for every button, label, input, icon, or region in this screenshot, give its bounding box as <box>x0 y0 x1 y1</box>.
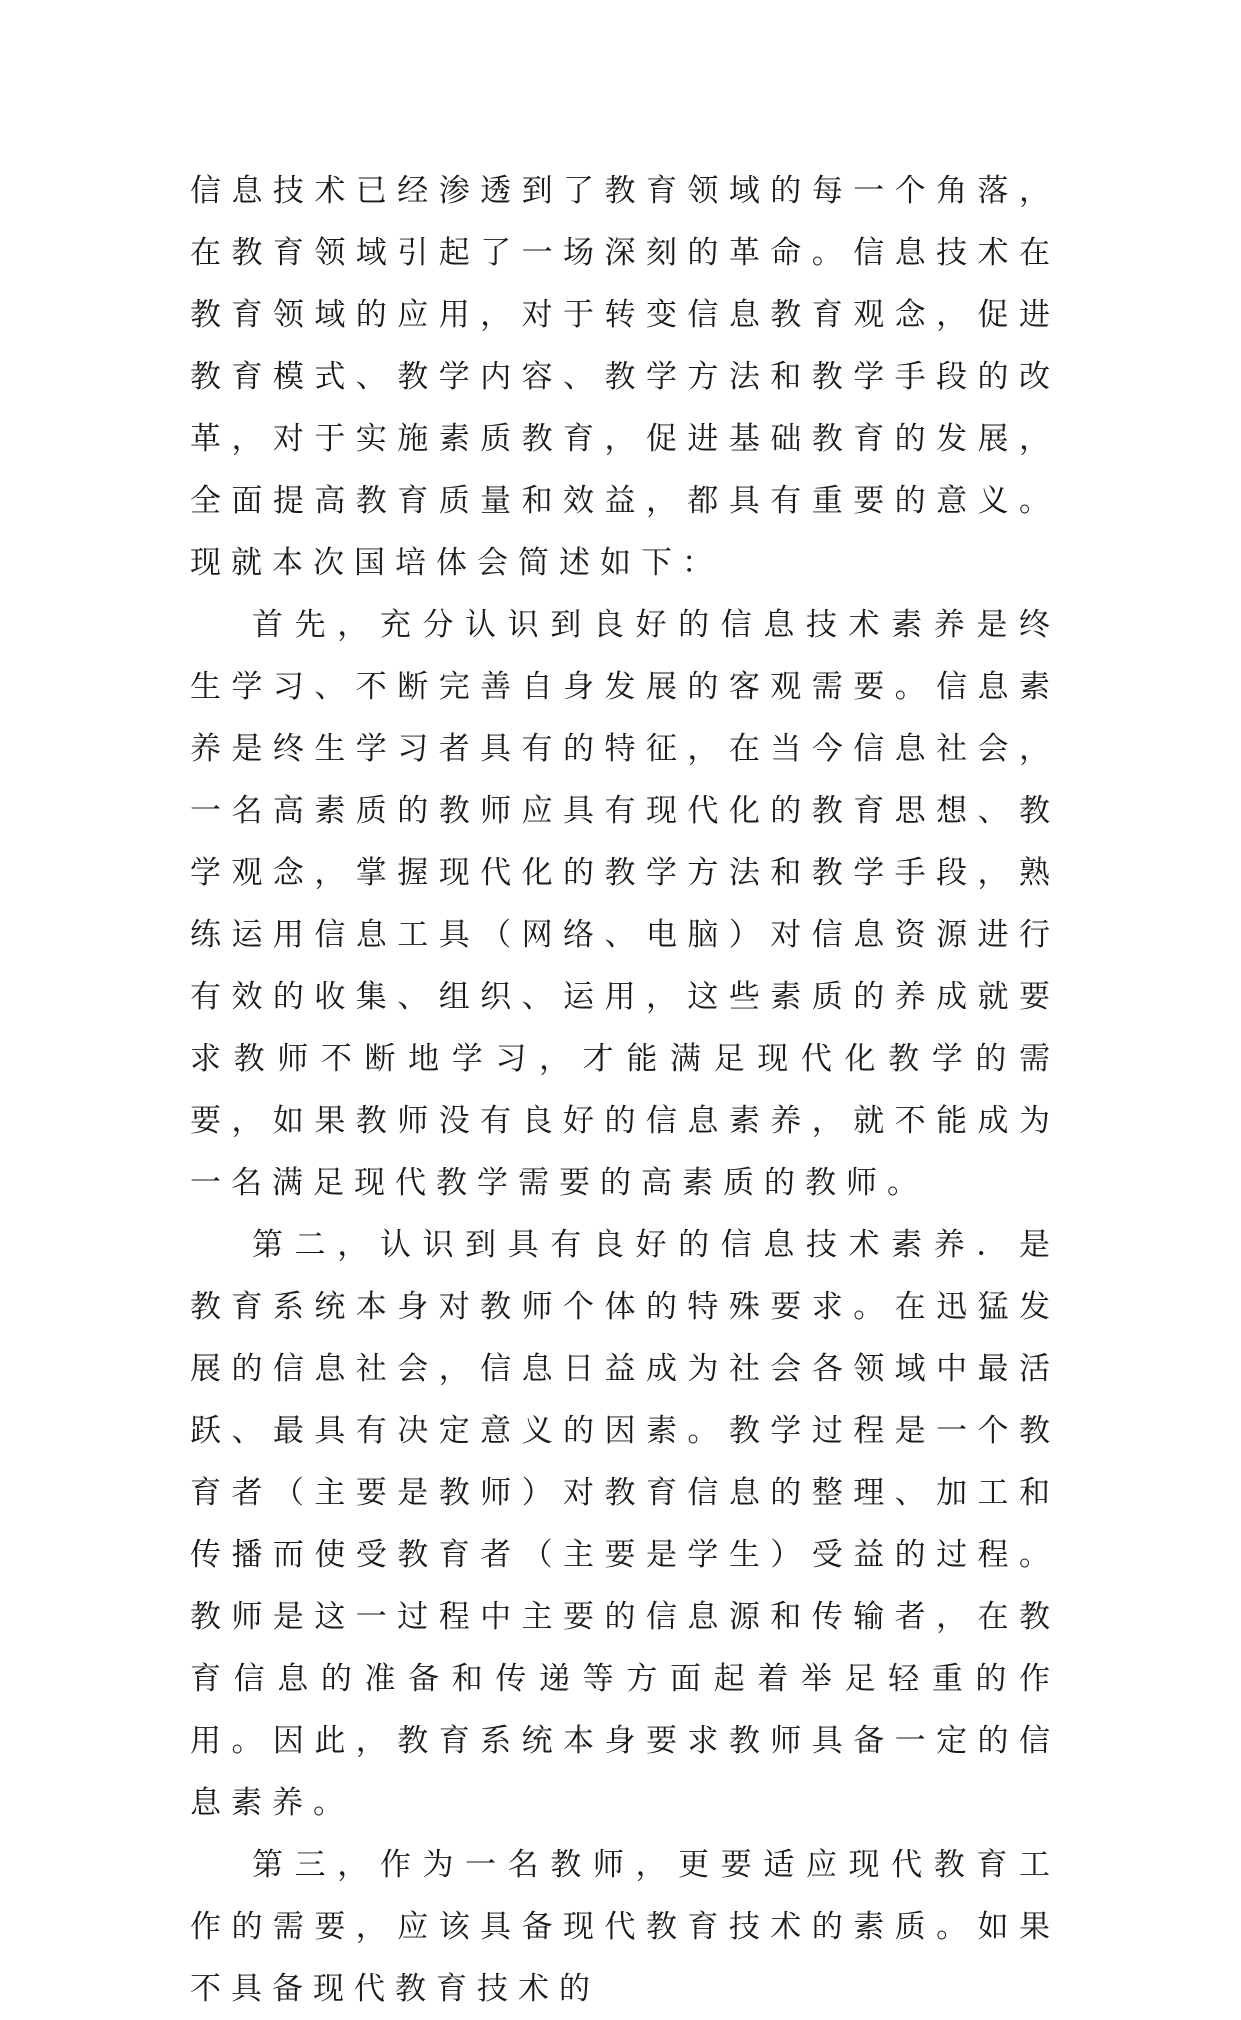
paragraph-third: 第三，作为一名教师，更要适应现代教育工作的需要，应该具备现代教育技术的素质。如果不具备现代教育技术的 <box>190 1847 1060 2007</box>
paragraph-first: 首先，充分认识到良好的信息技术素养是终生学习、不断完善自身发展的客观需要。信息素养是终生学习者具有的特征，在当今信息社会，一名高素质的教师应具有现代化的教育思想、教学观念，掌握现代化的教学方法和教学手段，熟练运用信息工具（网络、电脑）对信息资源进行有效的收集、组织、运用，这些素质的养成就要求教师不断地学习，才能满足现代化教学的需要，如果教师没有良好的信息素养，就不能成为一名满足现代教学需要的高素质的教师。 <box>190 607 1060 1201</box>
paragraph-second: 第二，认识到具有良好的信息技术素养．是教育系统本身对教师个体的特殊要求。在迅猛发展的信息社会，信息日益成为社会各领域中最活跃、最具有决定意义的因素。教学过程是一个教育者（主要是教师）对教育信息的整理、加工和传播而使受教育者（主要是学生）受益的过程。教师是这一过程中主要的信息源和传输者，在教育信息的准备和传递等方面起着举足轻重的作用。因此，教育系统本身要求教师具备一定的信息素养。 <box>190 1227 1060 1821</box>
paragraph-intro: 信息技术已经渗透到了教育领域的每一个角落，在教育领域引起了一场深刻的革命。信息技术在教育领域的应用，对于转变信息教育观念，促进教育模式、教学内容、教学方法和教学手段的改革，对于实施素质教育，促进基础教育的发展，全面提高教育质量和效益，都具有重要的意义。现就本次国培体会简述如下： <box>190 173 1060 581</box>
document-body <box>190 160 1060 2020</box>
